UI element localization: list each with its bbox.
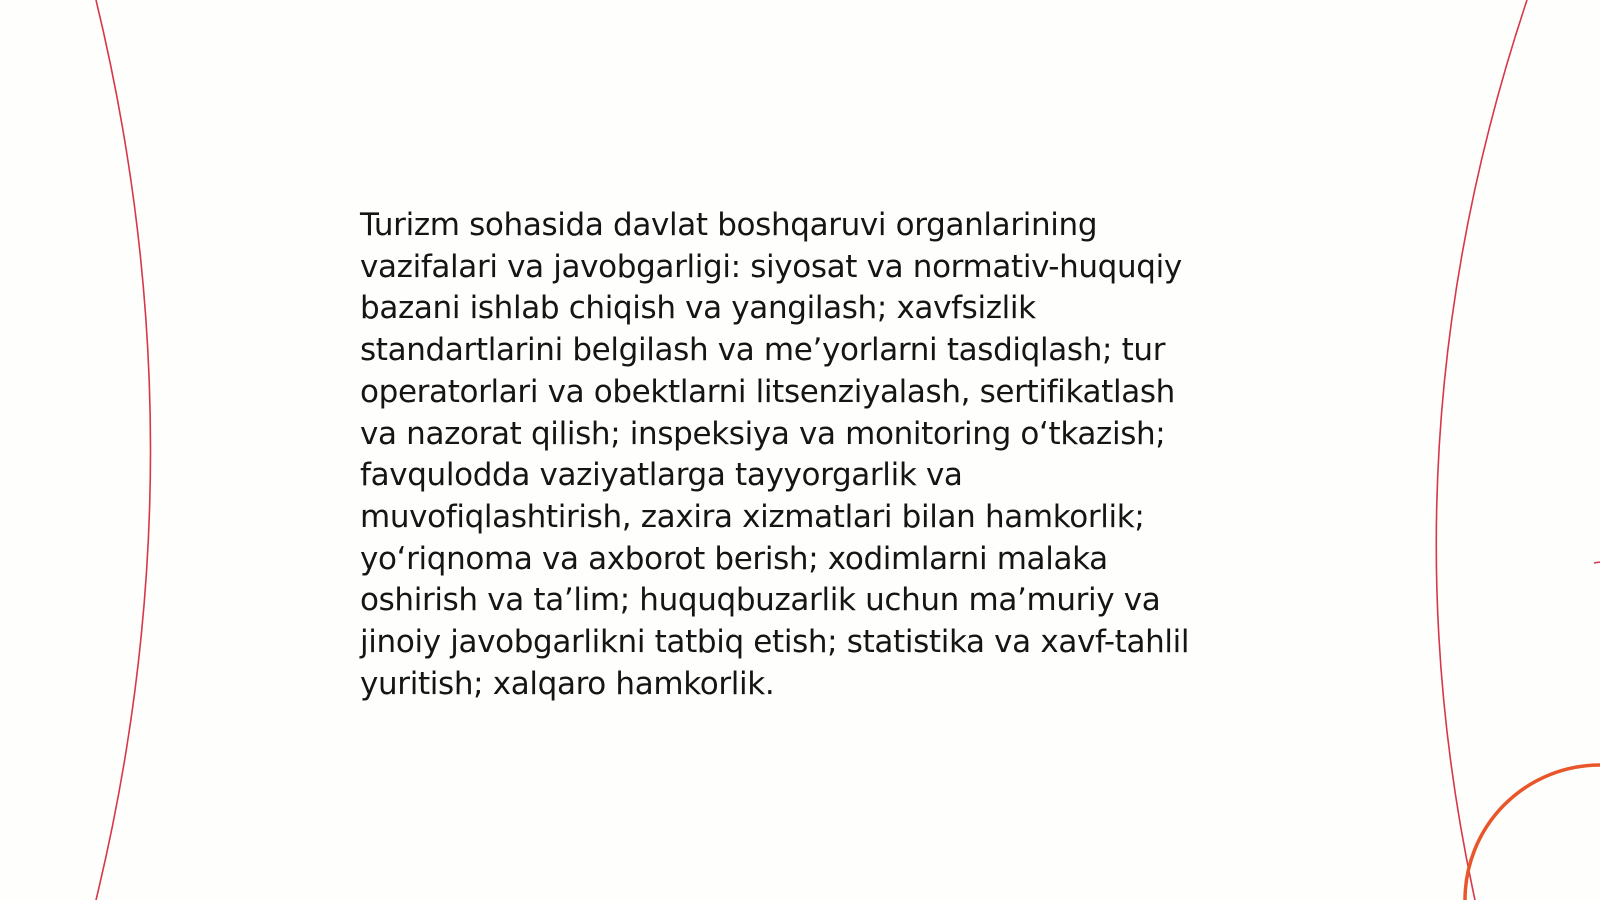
right-edge-tick [1594, 562, 1600, 563]
orange-ring-circle [1465, 765, 1600, 900]
left-curve-line [96, 0, 151, 900]
right-curve-line [1436, 0, 1527, 900]
slide-body-text: Turizm sohasida davlat boshqaruvi organlarining vazifalari va javobgarligi: siyosat va normativ-huquqiy bazani ishlab chiqish va yangilash; xavfsizlik standartlarini belgilash va me’yorlarni tasdiqlash; tur operatorlari va obektlarni litsenziyalash, sertifikatlash va nazorat qilish; inspeksiya va monitoring o‘tkazish; favqulodda vaziyatlarga tayyorgarlik va muvofiqlashtirish, zaxira xizmatlari bilan hamkorlik; yo‘riqnoma va axborot berish; xodimlarni malaka oshirish va ta’lim; huquqbuzarlik uchun ma’muriy va jinoiy javobgarlikni tatbiq etish; statistika va xavf-tahlil yuritish; xalqaro hamkorlik. [360, 207, 1190, 702]
